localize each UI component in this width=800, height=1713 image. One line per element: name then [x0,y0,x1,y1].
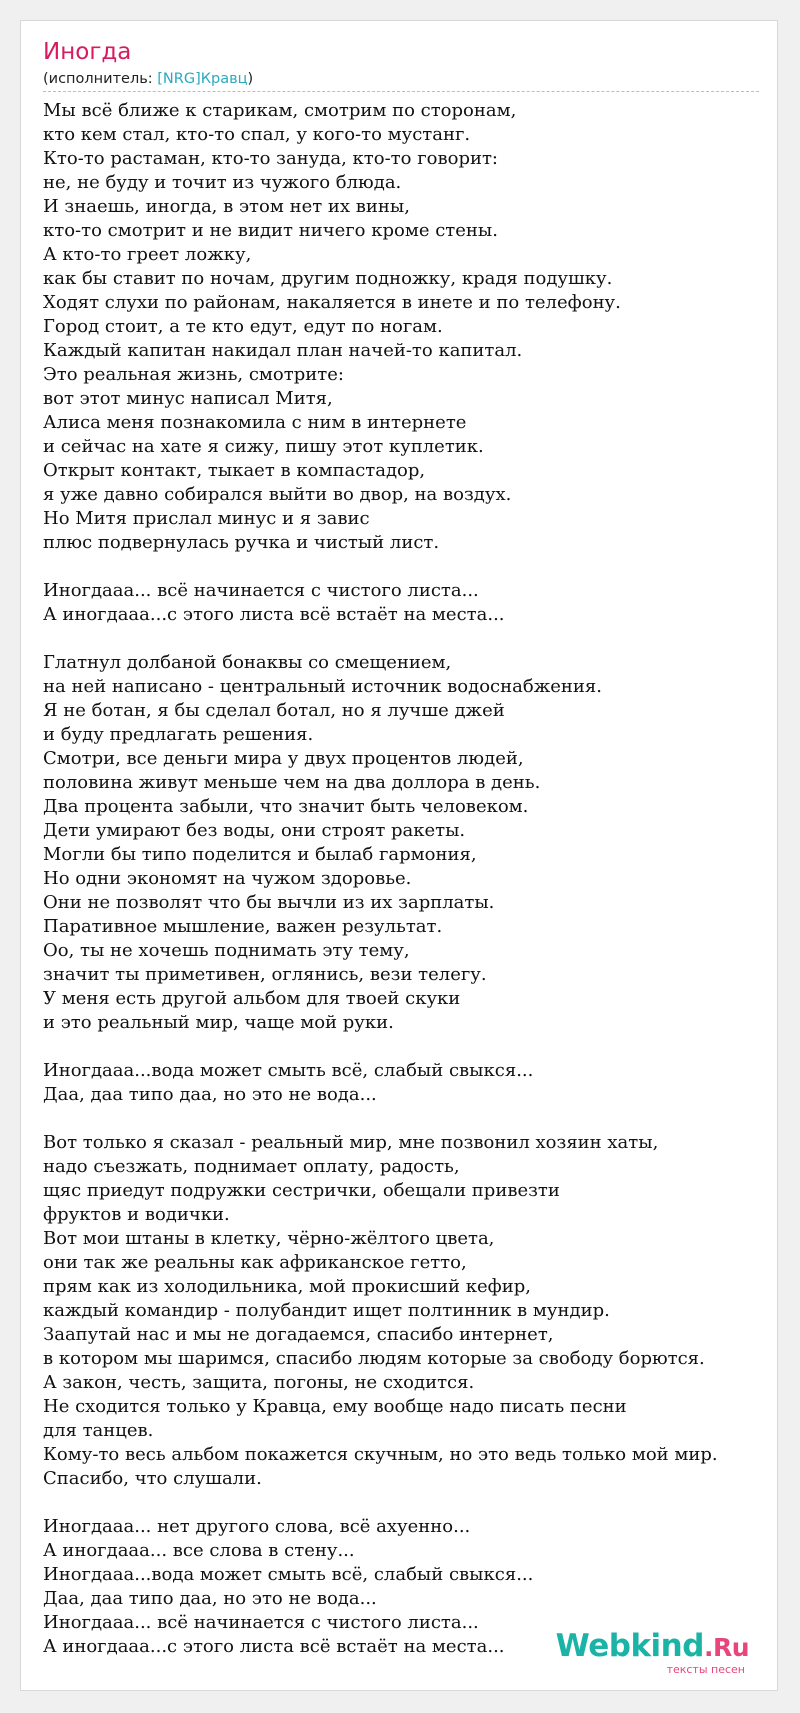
lyrics-text: Мы всё ближе к старикам, смотрим по сторонам, кто кем стал, кто-то спал, у кого-то мустанг. Кто-то растаман, кто-то зануда, кто-то говорит: не, не буду и точит из чужого блюда. И знаешь, иногда, в этом нет их вины, кто-то смотрит и не видит ничего кроме стены. А кто-то греет ложку, как бы ставит по ночам, другим подножку, крадя подушку. Ходят слухи по районам, накаляется в инете и по телефону. Город стоит, а те кто едут, едут по ногам. Каждый капитан накидал план начей-то капитал. Это реальная жизнь, смотрите: вот этот минус написал Митя, Алиса меня познакомила с ним в интернете и сейчас на хате я сижу, пишу этот куплетик. Открыт контакт, тыкает в компастадор, я уже давно собирался выйти во двор, на воздух. Но Митя прислал минус и я завис плюс подвернулась ручка и чистый лист. Иногдааа... всё начинается с чистого листа... А иногдааа...с этого листа всё встаёт на места... Глатнул долбаной бонаквы со смещением, на ней написано - центральный источник водоснабжения. Я не ботан, я бы сделал ботал, но я лучше джей и буду предлагать решения. Смотри, все деньги мира у двух процентов людей, половина живут меньше чем на два доллора в день. Два процента забыли, что значит быть человеком. Дети умирают без воды, они строят ракеты. Могли бы типо поделится и былаб гармония, Но одни экономят на чужом здоровье. Они не позволят что бы вычли из их зарплаты. Паративное мышление, важен результат. Оо, ты не хочешь поднимать эту тему, значит ты приметивен, оглянись, вези телегу. У меня есть другой альбом для твоей скуки и это реальный мир, чаще мой руки. Иногдааа...вода может смыть всё, слабый свыкся... Даа, даа типо даа, но это не вода... Вот только я сказал - реальный мир, мне позвонил хозяин хаты, надо съезжать, поднимает оплату, радость, щяс приедут подружки сестрички, обещали привезти фруктов и водички. Вот мои штаны в клетку, чёрно-жёлтого цвета, они так же реальны как африканское гетто, прям как из холодильника, мой прокисший кефир, каждый командир - полубандит ищет полтинник в мундир. Заапутай нас и мы не догадаемся, спасибо интернет, в котором мы шаримся, спасибо людям которые за свободу борются. А закон, честь, защита, погоны, не сходится. Не сходится только у Кравца, ему вообще надо писать песни для танцев. Кому-то весь альбом покажется скучным, но это ведь только мой мир. Спасибо, что слушали. Иногдааа... нет другого слова, всё ахуенно... А иногдааа... все слова в стену... Иногдааа...вода может смыть всё, слабый свыкся... Даа, даа типо даа, но это не вода... Иногдааа... всё начинается с чистого листа... А иногдааа...с этого листа всё встаёт на места... [43,100,718,1657]
performer-line [43,71,253,87]
site-logo-wordmark [555,1628,749,1664]
performer-suffix: ) [247,71,254,87]
performer-prefix: (исполнитель: [43,71,158,87]
site-logo-tagline: тексты песен [666,1663,745,1676]
site-logo-name: Webkind [555,1628,704,1664]
song-title: Иногда [43,39,132,65]
header-divider [43,91,759,92]
lyrics-card [20,20,778,1691]
site-logo[interactable] [555,1628,749,1676]
artist-link[interactable]: [NRG]Кравц [157,71,248,87]
site-logo-tld: .Ru [703,1633,749,1662]
